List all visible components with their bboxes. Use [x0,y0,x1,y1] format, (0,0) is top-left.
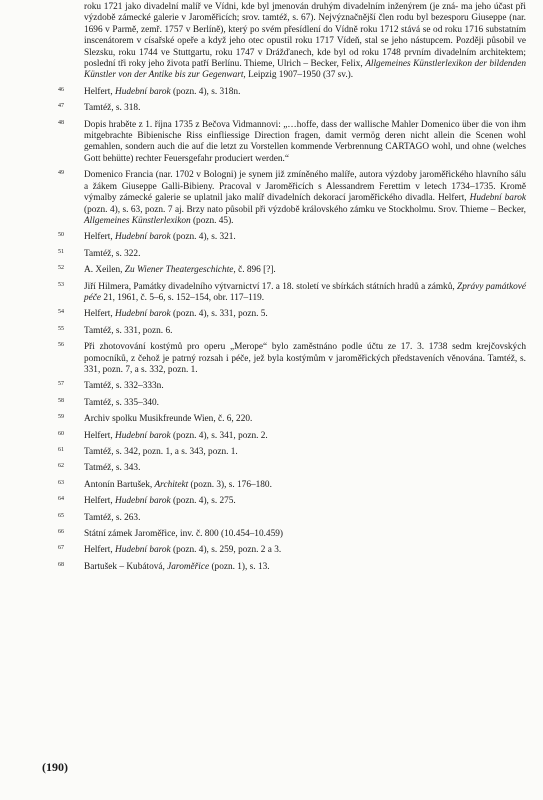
footnote-number: 65 [58,512,64,519]
note-text: Bartušek – Kubátová, [84,561,168,572]
note-text: (pozn. 4), s. 331, pozn. 5. [170,309,268,320]
note-text: Helfert, [84,545,115,556]
footnote-number: 54 [58,309,64,316]
note-text: , Leipzig 1907–1950 (37 sv.). [243,70,354,81]
note-text: (pozn. 4), s. 259, pozn. 2 a 3. [170,545,282,556]
note-text: Archiv spolku Musikfreunde Wien, č. 6, 220. [84,414,253,425]
citation-title: Hudební barok [114,232,171,243]
footnotes [56,2,526,578]
note-text: Tamtéž, s. 322. [84,248,141,259]
footnote-body [84,170,526,226]
footnote [56,463,526,474]
citation-title: Hudební barok [114,496,171,507]
citation-title: Hudební barok [114,545,171,556]
footnote [56,381,526,392]
note-text: Helfert, [84,430,115,441]
footnote [56,326,526,337]
note-text: (pozn. 3), s. 176–180. [188,479,272,490]
citation-title: Architekt [154,479,189,490]
footnote-body [84,562,270,572]
note-text: Antonín Bartušek, [84,479,155,490]
footnote [56,513,526,524]
footnote-number: 53 [58,281,64,288]
footnote-number: 49 [58,170,64,177]
note-text: roku 1721 jako divadelní malíř ve Vídni, kde byl jmenován druhým divadelním inženýrem (je zná- ma jeho účast při výzdobě zámecké galerie v Jaroměřicích; srov. tamtéž, s. 67). Nejvýznačnější člen rodu byl bezesporu Giuseppe (nar. 1696 v Parmě, zemř. 1757 v Berlíně), který po svém přesídlení do Vídně roku 1712 stává se od roku 1716 substatním inscenátorem v císařské opeře a když jeho otec opustil roku 1717 Vídeň, stal se jeho nástupcem. Později působil ve Slezsku, roku 1744 ve Stuttgartu, roku 1747 v Drážďanech, kde byl od roku 1748 prvním divadelním architektem; poslední tři roky jeho života patří Berlínu. Thieme, Ulrich – Becker, Felix, [84,2,526,70]
footnote-number: 57 [58,381,64,388]
footnote-number: 51 [58,248,64,255]
citation-title: Hudební barok [114,309,171,320]
note-text: (pozn. 45). [190,215,234,226]
footnote [56,103,526,114]
note-text: Státní zámek Jaroměřice, inv. č. 800 (10.454–10.459) [84,529,283,540]
footnote-body [84,265,276,275]
footnote-body [84,447,238,457]
footnote-body [84,431,268,441]
footnote-body [84,87,240,97]
citation-title: Zu Wiener Theatergeschichte [124,265,234,276]
footnote [56,309,526,320]
footnote [56,87,526,98]
citation-title: Hudební barok [114,430,171,441]
footnote-body [84,282,526,303]
citation-title: Hudební barok [114,86,171,97]
footnote-number: 46 [58,86,64,93]
footnote-number: 47 [58,103,64,110]
note-text: (pozn. 4), s. 63, pozn. 7 aj. Brzy nato působil při výzdobě královského zámku ve Stockholmu. Srov. Thieme – Becker, [84,204,526,215]
note-text: , č. 896 [?]. [233,265,276,276]
note-text: A. Xeilen, [84,265,125,276]
footnote-body [84,342,526,375]
footnote-number: 64 [58,496,64,503]
footnote [56,447,526,458]
footnote-number: 55 [58,325,64,332]
footnote-number: 52 [58,265,64,272]
note-text: Domenico Francia (nar. 1702 v Bologni) je synem již zmíněného malíře, autora výzdoby jaroměřického hlavního sálu a žákem Giuseppe Galli-Bibieny. Pracoval v Jaroměřicích s Alessandrem Ferettim v letech 1734–1735. Kromě výmalby zámecké galerie se uplatnil jako malíř divadelních dekorací jaroměřického divadla. Helfert, [84,170,526,204]
note-text: (pozn. 4), s. 318n. [170,86,241,97]
note-text: Tamtéž, s. 263. [84,512,141,523]
note-text: Tamtéž, s. 335–340. [84,397,160,408]
citation-title: Allgemeines Künstlerlexikon der bildenden Künstler von der Antike bis zur Gegenwart [84,59,526,81]
footnote [56,170,526,227]
citation-title: Zprávy památkové péče [84,281,526,303]
citation-title: Jaroměřice [167,561,210,572]
footnote-number: 50 [58,232,64,239]
footnote-number: 63 [58,479,64,486]
footnote [56,120,526,166]
footnote-body [84,545,281,555]
footnote-body [84,232,236,242]
footnote-number: 59 [58,414,64,421]
footnote-body [84,414,252,424]
note-text: Tatméž, s. 343. [84,463,141,474]
footnote-body [84,309,268,319]
footnote [56,282,526,305]
footnote-list [56,87,526,573]
footnote-body [84,120,526,164]
citation-title: Hudební barok [469,193,526,204]
footnote-number: 48 [58,119,64,126]
page-number: (190) [42,760,68,774]
footnote [56,529,526,540]
note-text: (pozn. 1), s. 13. [209,561,270,572]
footnote [56,545,526,556]
note-text: (pozn. 4), s. 275. [170,496,236,507]
footnote-number: 68 [58,561,64,568]
footnote [56,265,526,276]
note-text: Helfert, [84,496,115,507]
footnote-number: 58 [58,397,64,404]
footnote-number: 67 [58,545,64,552]
footnote-body [84,463,140,473]
note-text: Tamtéž, s. 342, pozn. 1, a s. 343, pozn. 1. [84,447,238,457]
footnote-body [84,529,283,539]
footnote-body [84,249,140,259]
footnote-number: 62 [58,463,64,470]
footnote-number: 61 [58,447,64,453]
note-text: Helfert, [84,309,115,320]
note-text: Dopis hraběte z 1. října 1735 z Bečova Vidmannovi: „…hoffe, dass der wallische Mahler Domenico über die von ihm mitgebrachte Bibienische Riss einfliessige Direction fragen, damit vermög deren nicht allein die Scenen wohl gemahlen, sondern auch die auf die letzt zu Vorstellen kommende Verbrennung CARTAGO wohl, und ohne (welches Gott behütte) rechter Feuersgefahr produciert werden.“ [84,119,526,164]
footnote-continuation [56,2,526,82]
footnote [56,232,526,243]
footnote [56,398,526,409]
footnote [56,480,526,491]
footnote [56,414,526,425]
footnote-body [84,381,164,391]
note-text: Tamtéž, s. 332–333n. [84,381,164,392]
footnote-number: 60 [58,430,64,437]
footnote-number: 66 [58,529,64,536]
footnote [56,342,526,376]
footnote-body [84,326,172,336]
note-text: Helfert, [84,86,115,97]
footnote-body [84,480,272,490]
footnote [56,249,526,260]
footnote-body [84,496,236,506]
footnote-body [84,103,140,113]
note-text: (pozn. 4), s. 321. [170,232,236,243]
note-text: Při zhotovování kostýmů pro operu „Merope“ bylo zaměstnáno podle účtu ze 17. 3. 1738 sedm krejčovských pomocníků, z čehož je patrný rozsah i péče, jež byla kostýmům v jaroměřických představeních věnována. Tamtéž, s. 331, pozn. 7, a s. 332, pozn. 1. [84,342,526,375]
note-text: (pozn. 4), s. 341, pozn. 2. [170,430,268,441]
footnote-body [84,513,140,523]
footnote [56,562,526,573]
note-text: Tamtéž, s. 318. [84,103,141,114]
note-text: 21, 1961, č. 5–6, s. 152–154, obr. 117–119. [101,292,265,303]
footnote [56,431,526,442]
footnote [56,496,526,507]
note-text: Tamtéž, s. 331, pozn. 6. [84,325,173,336]
note-text: Helfert, [84,232,115,243]
footnote-body [84,398,159,408]
note-text: Jiří Hilmera, Památky divadelního výtvarnictví 17. a 18. století ve sbírkách státních hradů a zámků, [84,281,458,292]
citation-title: Allgemeines Künstlerlexikon [84,215,191,226]
footnote-number: 56 [58,342,64,349]
